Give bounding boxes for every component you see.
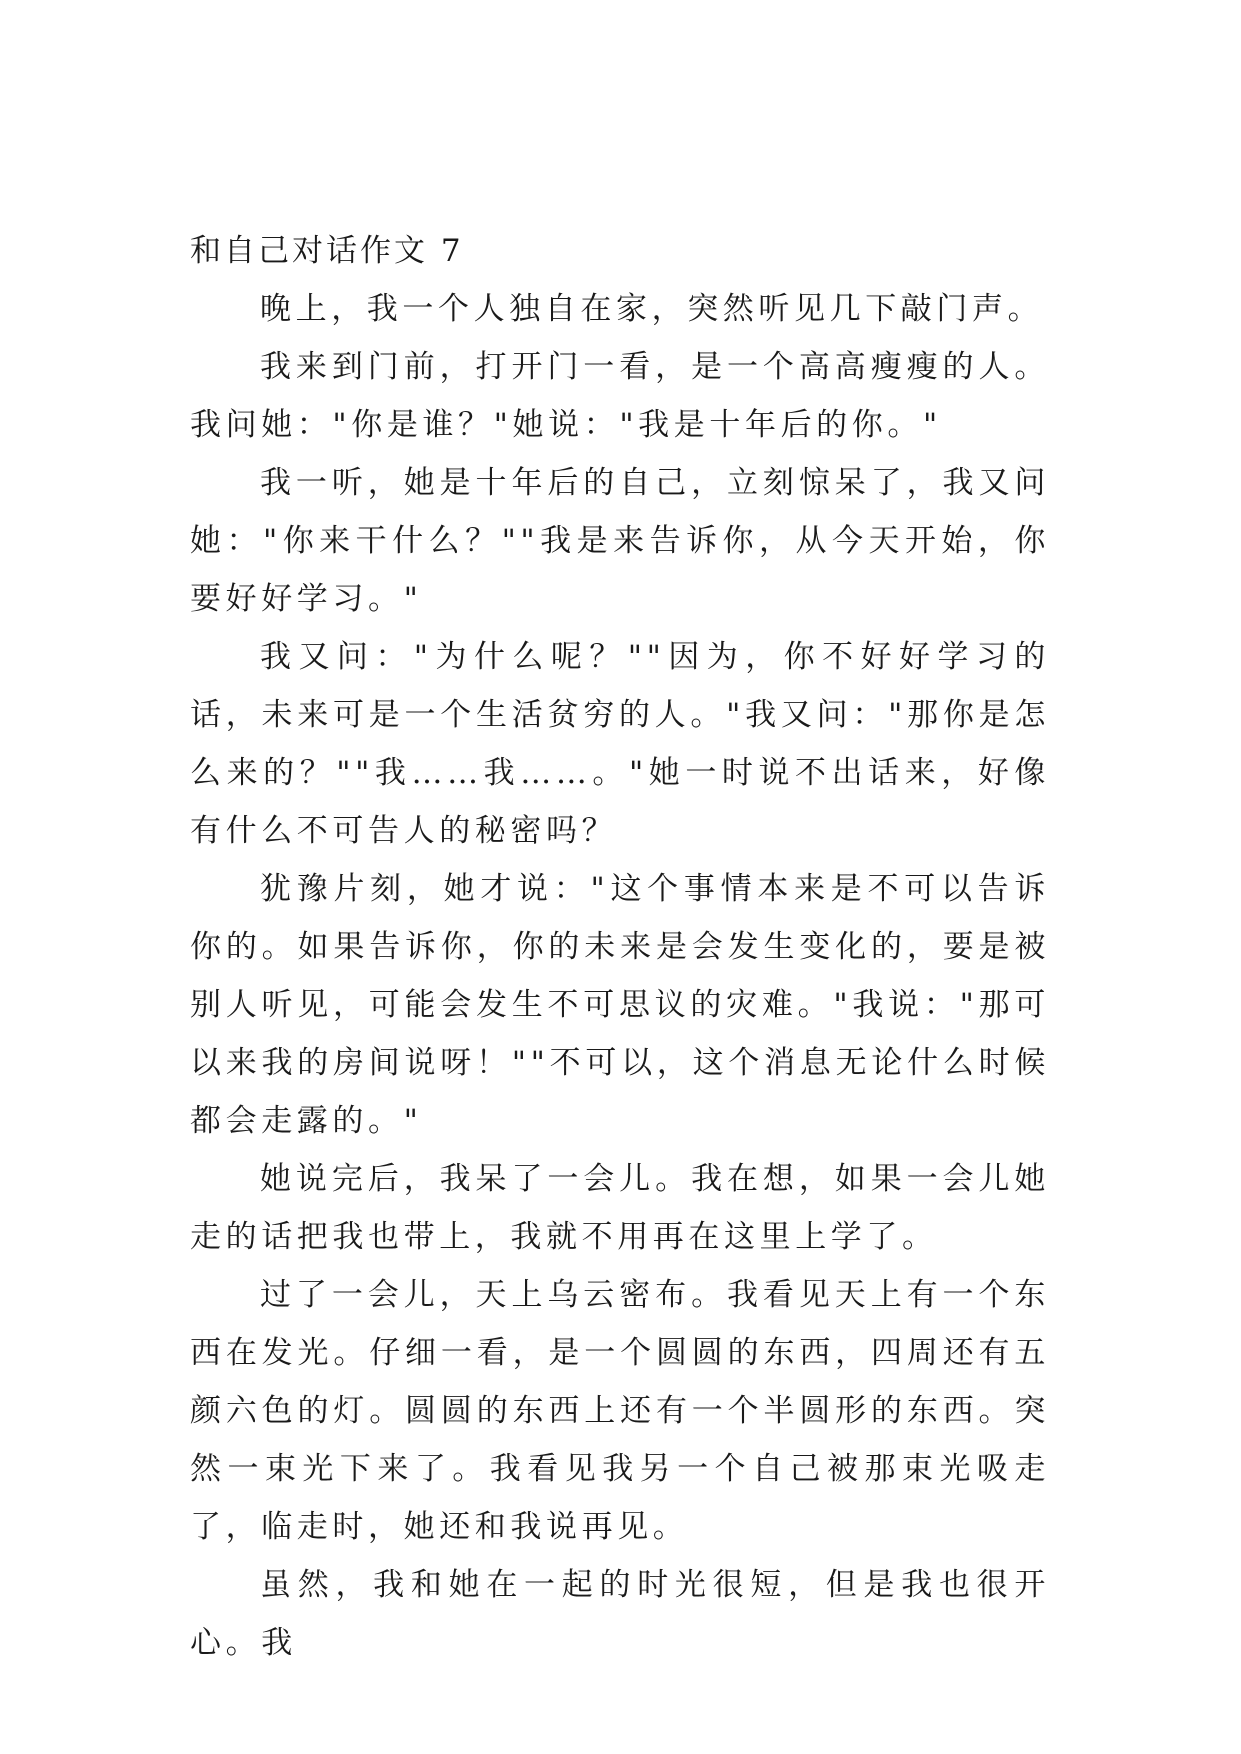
- essay-title: 和自己对话作文 7: [190, 233, 464, 269]
- essay-paragraph: 过了一会儿，天上乌云密布。我看见天上有一个东西在发光。仔细一看，是一个圆圆的东西，四周还有五颜六色的灯。圆圆的东西上还有一个半圆形的东西。突然一束光下来了。我看见我另一个自己被那束光吸走了，临走时，她还和我说再见。: [190, 1277, 1050, 1545]
- essay-paragraph: 我来到门前，打开门一看，是一个高高瘦瘦的人。我问她："你是谁？"她说："我是十年后的你。": [190, 349, 1050, 443]
- essay-paragraph: 犹豫片刻，她才说："这个事情本来是不可以告诉你的。如果告诉你，你的未来是会发生变化的，要是被别人听见，可能会发生不可思议的灾难。"我说："那可以来我的房间说呀！""不可以，这个消息无论什么时候都会走露的。": [190, 871, 1050, 1139]
- essay-paragraph: 我一听，她是十年后的自己，立刻惊呆了，我又问她："你来干什么？""我是来告诉你，从今天开始，你要好好学习。": [190, 465, 1050, 617]
- essay-paragraph: 虽然，我和她在一起的时光很短，但是我也很开心。我: [190, 1567, 1050, 1661]
- essay-body: [190, 222, 1050, 1672]
- essay-paragraph: 她说完后，我呆了一会儿。我在想，如果一会儿她走的话把我也带上，我就不用再在这里上学了。: [190, 1161, 1050, 1255]
- essay-paragraph: 晚上，我一个人独自在家，突然听见几下敲门声。: [260, 291, 1044, 327]
- essay-paragraph: 我又问："为什么呢？""因为，你不好好学习的话，未来可是一个生活贫穷的人。"我又问："那你是怎么来的？""我……我……。"她一时说不出话来，好像有什么不可告人的秘密吗？: [190, 639, 1050, 849]
